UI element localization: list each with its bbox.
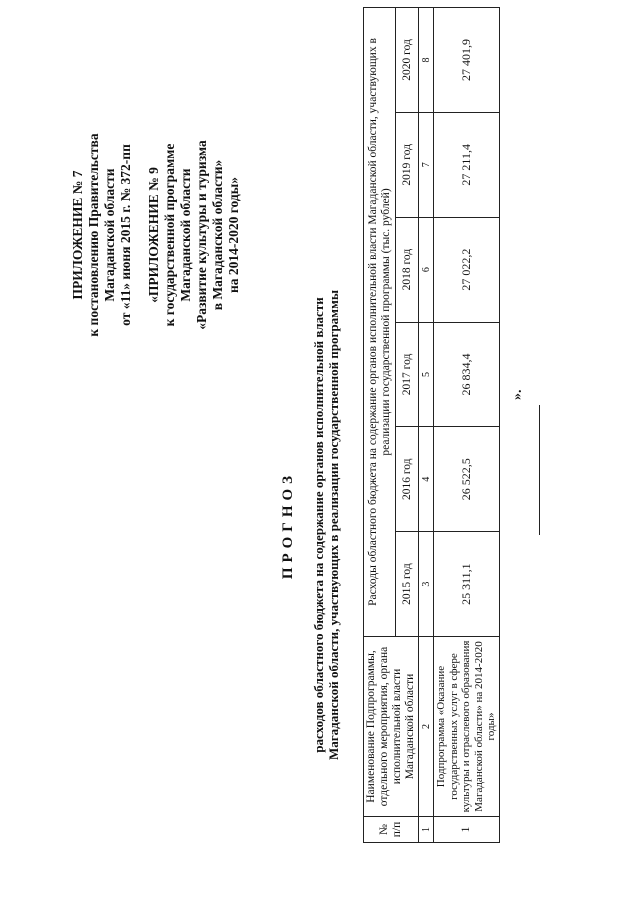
header-year: 2015 год — [396, 532, 419, 637]
column-number: 4 — [419, 427, 434, 532]
row-value: 27 022,2 — [434, 217, 500, 322]
appendix-line: в Магаданской области» — [210, 159, 225, 311]
document-title — [280, 225, 341, 825]
column-number: 7 — [419, 112, 434, 217]
appendix-line: Магаданской области — [102, 168, 117, 302]
header-number: № п/п — [364, 817, 419, 843]
appendix-number: ПРИЛОЖЕНИЕ № 7 — [70, 170, 85, 300]
forecast-table — [363, 7, 500, 843]
appendix-line: на 2014-2020 годы» — [226, 176, 241, 294]
appendix-line: от «11» июня 2015 г. № 372-пп — [118, 144, 133, 326]
appendix-header — [70, 85, 242, 385]
header-year: 2020 год — [396, 8, 419, 113]
appendix-line: «Развитие культуры и туризма — [194, 140, 209, 330]
row-value: 25 311,1 — [434, 532, 500, 637]
title-main: ПРОГНОЗ — [280, 470, 296, 580]
header-name: Наименование Подпрограммы, отдельного мероприятия, органа исполнительной власти Магаданской области — [364, 637, 419, 817]
closing-mark: ». — [510, 389, 525, 400]
appendix-line: к государственной программе — [162, 143, 177, 327]
appendix-number: «ПРИЛОЖЕНИЕ № 9 — [146, 167, 161, 303]
header-year: 2017 год — [396, 322, 419, 427]
column-number: 8 — [419, 8, 434, 113]
appendix-line: Магаданской области — [178, 168, 193, 302]
row-value: 26 834,4 — [434, 322, 500, 427]
row-value: 27 401,9 — [434, 8, 500, 113]
title-subtitle-line: расходов областного бюджета на содержание органов исполнительной власти — [311, 297, 326, 753]
column-number: 3 — [419, 532, 434, 637]
closing-line — [525, 405, 540, 535]
column-number: 1 — [419, 817, 434, 843]
table-row — [434, 8, 500, 843]
row-value: 27 211,4 — [434, 112, 500, 217]
column-number: 6 — [419, 217, 434, 322]
title-subtitle-line: Магаданской области, участвующих в реализации государственной программы — [326, 289, 341, 761]
header-expenses-group: Расходы областного бюджета на содержание органов исполнительной власти Магаданской области, участвующих в реализации государственной программы (тыс. рублей) — [364, 8, 396, 637]
row-name: Подпрограмма «Оказание государственных услуг в сфере культуры и отраслевого образования Магаданской области» на 2014-2020 годы» — [434, 637, 500, 817]
appendix-line: к постановлению Правительства — [86, 133, 101, 337]
column-number-row — [419, 8, 434, 843]
column-number: 5 — [419, 322, 434, 427]
header-year: 2018 год — [396, 217, 419, 322]
column-number: 2 — [419, 637, 434, 817]
header-year: 2019 год — [396, 112, 419, 217]
row-number: 1 — [434, 817, 500, 843]
header-year: 2016 год — [396, 427, 419, 532]
row-value: 26 522,5 — [434, 427, 500, 532]
